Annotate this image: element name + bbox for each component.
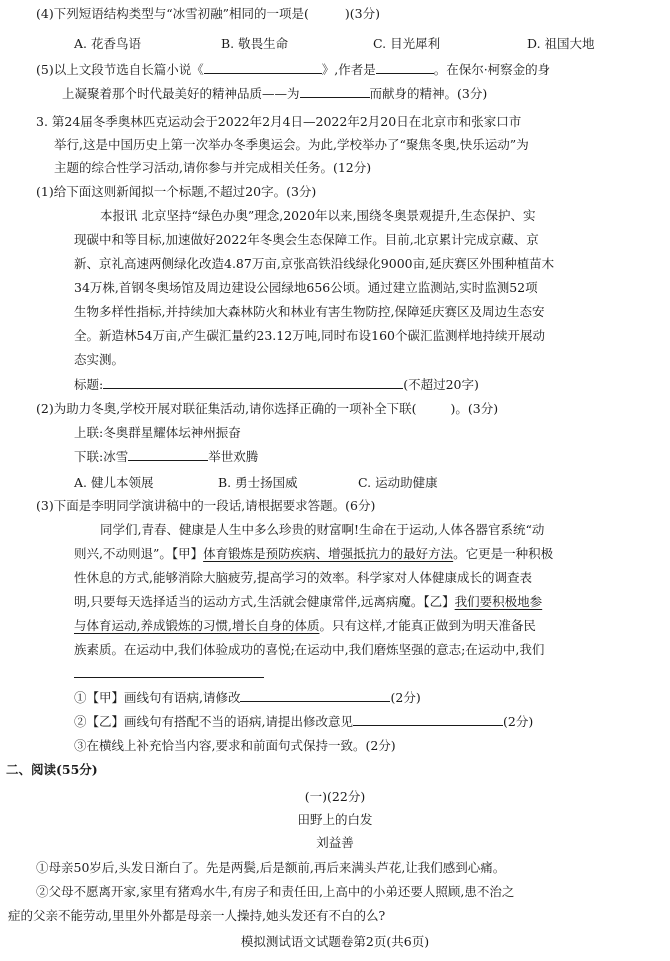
speech-fill-blank[interactable] [74,662,264,678]
speech-text: 则兴,不动则退”。【甲】 [74,546,204,561]
sub3-q1-score: (2分) [390,690,421,705]
sub2-option-a: A. 健儿本领展 [74,475,154,490]
sub2-option-b: B. 勇士扬国威 [218,475,298,490]
news-line-7: 态实测。 [74,352,125,367]
q5-blank-novel[interactable] [204,58,322,74]
article-author: 刘益善 [316,835,354,850]
speech-line-5 [74,614,536,637]
news-line-5: 生物多样性指标,并持续加大森林防火和林业有害生物防控,保障延庆赛区及周边生态安 [74,304,545,319]
q4-stem [36,2,380,25]
q3-line-2: 举行,这是中国历史上第一次举办冬季奥运会。为此,学校举办了“聚焦冬奥,快乐运动”为 [54,137,529,152]
q5-line2 [62,82,487,105]
q3-line-1: 3. 第24届冬季奥林匹克运动会于2022年2月4日—2022年2月20日在北京市和张家口市 [36,114,522,129]
xialian-text: 下联:冰雪 [74,449,129,464]
yi-underlined-sentence-2: 与体育运动,养成锻炼的习惯,增长自身的体质 [74,618,320,633]
news-line-1: 本报讯 北京坚持“绿色办奥”理念,2020年以来,围绕冬奥景观提升,生态保护、实 [100,208,536,223]
sub3-q1-blank[interactable] [240,686,390,702]
section-heading: 二、阅读(55分) [6,762,98,777]
q4-stem-text: (4)下列短语结构类型与“冰雪初融”相同的一项是( [36,6,309,21]
speech-text: 。只有这样,才能真正做到为明天准备民 [319,618,536,633]
sub2-stem-text: (2)为助力冬奥,学校开展对联征集活动,请你选择正确的一项补全下联( [36,401,417,416]
sub3-stem: (3)下面是李明同学演讲稿中的一段话,请根据要求答题。(6分) [36,498,376,513]
title-label: 标题: [74,377,104,392]
sub3-q2 [74,710,533,733]
sub3-q2-text: ②【乙】画线句有搭配不当的语病,请提出修改意见 [74,714,353,729]
q5-text-2: 》,作者是 [321,62,376,77]
speech-line-4 [74,590,542,613]
sub2-option-c: C. 运动助健康 [358,475,438,490]
speech-line-2 [74,542,553,565]
sub3-q1-text: ①【甲】画线句有语病,请修改 [74,690,241,705]
xialian [74,445,258,468]
reading-part-label: (一)(22分) [304,789,366,804]
news-line-3: 新、京礼高速两侧绿化改造4.87万亩,京张高铁沿线绿化9000亩,延庆赛区外围种植苗木 [74,256,555,271]
page-footer: 模拟测试语文试题卷第2页(共6页) [240,934,430,949]
speech-text: 。它更是一种积极 [453,546,554,561]
news-line-6: 全。新造林54万亩,产生碳汇量约23.12万吨,同时布设160个碳汇监测样地持续开展动 [74,328,545,343]
news-line-4: 34万株,首钢冬奥场馆及周边建设公园绿地656公顷。通过建立监测站,实时监测52项 [74,280,538,295]
speech-blank-line [74,662,264,685]
yi-underlined-sentence-1: 我们要积极地参 [454,594,543,609]
q5-blank-cause[interactable] [300,82,370,98]
sub1-stem: (1)给下面这则新闻拟一个标题,不超过20字。(3分) [36,184,317,199]
q4-option-c: C. 目光犀利 [373,36,441,51]
article-para-1: ①母亲50岁后,头发日渐白了。先是两鬓,后是额前,再后来满头芦花,让我们感到心痛。 [36,860,506,875]
q3-line-3: 主题的综合性学习活动,请你参与并完成相关任务。(12分) [54,160,372,175]
speech-text: 明,只要每天选择适当的运动方式,生活就会健康常伴,远离病魔。【乙】 [74,594,455,609]
q5-text-4: 上凝聚着那个时代最美好的精神品质——为 [62,86,300,101]
shanglian: 上联:冬奥群星耀体坛神州振奋 [74,425,241,440]
article-para-2a: ②父母不愿离开家,家里有猪鸡水牛,有房子和责任田,上高中的小弟还要人照顾,患不治之 [36,884,515,899]
q4-stem-score: )(3分) [344,6,380,21]
speech-line-6: 族素质。在运动中,我们体验成功的喜悦;在运动中,我们磨炼坚强的意志;在运动中,我们 [74,642,545,657]
sub3-q3: ③在横线上补充恰当内容,要求和前面句式保持一致。(2分) [74,738,396,753]
xialian-end: 举世欢腾 [208,449,259,464]
q4-option-a: A. 花香鸟语 [74,36,141,51]
news-line-2: 现碳中和等目标,加速做好2022年冬奥会生态保障工作。目前,北京累计完成京藏、京 [74,232,539,247]
q5-line1 [36,58,550,81]
sub3-q1 [74,686,421,709]
sub3-q2-score: (2分) [502,714,534,729]
sub2-stem [36,397,498,420]
title-answer-blank[interactable] [103,373,403,389]
xialian-blank[interactable] [128,445,208,461]
sub2-stem-score: )。(3分) [450,401,499,416]
article-para-2b: 症的父亲不能劳动,里里外外都是母亲一人操持,她头发还有不白的么? [8,908,386,923]
q4-option-d: D. 祖国大地 [527,36,595,51]
q5-text-5: 而献身的精神。(3分) [369,86,488,101]
article-title: 田野上的白发 [297,812,373,827]
sub3-q2-blank[interactable] [353,710,503,726]
title-note: (不超过20字) [403,377,479,392]
speech-line-3: 性休息的方式,能够消除大脑疲劳,提高学习的效率。科学家对人体健康成长的调查表 [74,570,532,585]
q5-text-1: (5)以上文段节选自长篇小说《 [36,62,204,77]
title-answer-row [74,373,479,396]
speech-line-1: 同学们,青春、健康是人生中多么珍贵的财富啊!生命在于运动,人体各器官系统“动 [100,522,545,537]
q5-blank-author[interactable] [376,58,434,74]
jia-underlined-sentence: 体育锻炼是预防疾病、增强抵抗力的最好方法 [203,546,454,561]
q5-text-3: 。在保尔·柯察金的身 [433,62,551,77]
q4-option-b: B. 敬畏生命 [221,36,289,51]
